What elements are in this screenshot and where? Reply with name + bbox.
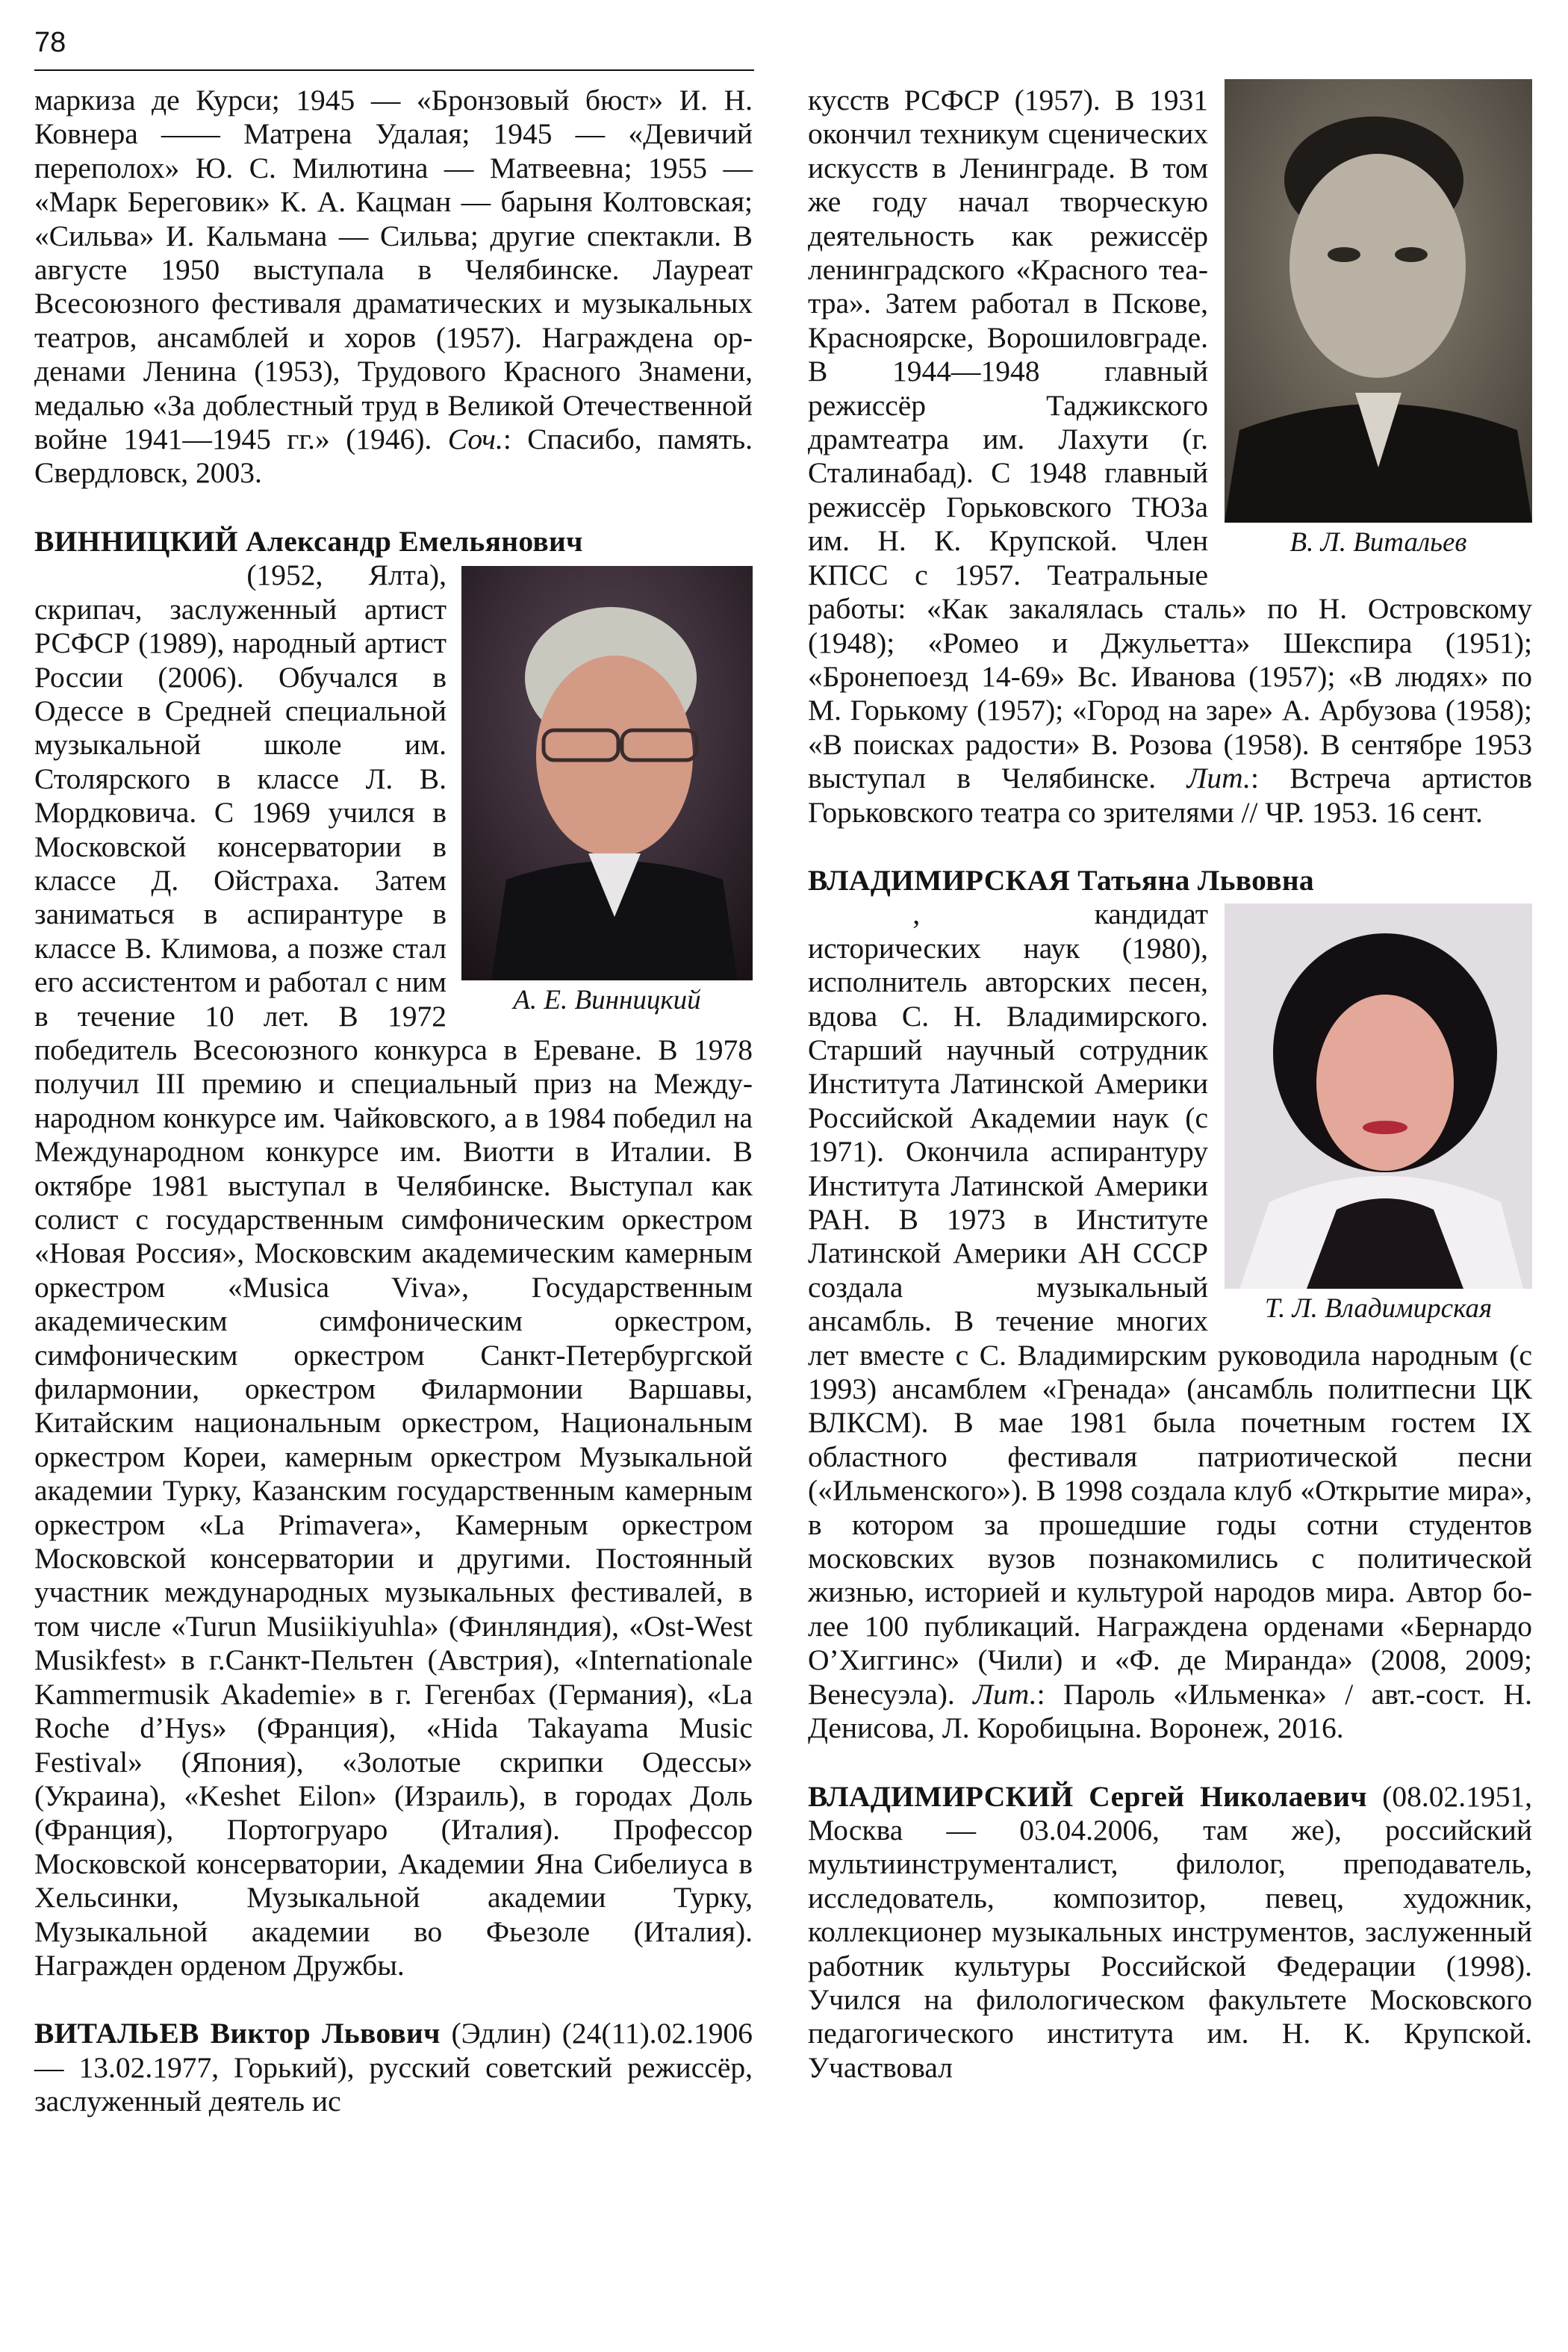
entry-vladimirsky	[808, 1780, 1532, 2085]
portrait-caption: Т. Л. Владимирская	[1264, 1293, 1493, 1325]
entry-text: (08.02.1951, Москва — 03.04.2006, там же), российский мультиинструменталист, филолог, преподаватель, исследователь, композитор, певец, художник, коллекционер музыкальных инструментов, заслуженный работник культуры Российской Федерации (1998). Учился на филологическом факультете Московского педагогического института им. Н. К. Крупской. Участвовал	[808, 1779, 1532, 2084]
literature-label: Лит.	[1186, 762, 1251, 795]
portrait-figure-vitalyev	[1225, 79, 1532, 560]
portrait-photo	[461, 566, 753, 980]
source-label: Соч.	[447, 423, 503, 456]
literature-text: : Пароль «Ильменка» / авт.-сост. Н. Денисова, Л. Коробицына. Воронеж, 2016.	[808, 1677, 1533, 1745]
right-column	[808, 84, 1532, 2085]
header-rule	[34, 69, 754, 71]
literature-text: : Встреча артистов Горьковского театра со зрителями // ЧР. 1953. 16 сент.	[808, 762, 1532, 829]
portrait-caption: А. Е. Винницкий	[513, 985, 701, 1016]
entry-headword: ВЛАДИМИРСКАЯ Татьяна Львовна	[808, 863, 1314, 897]
entry-text: (1952, Ялта), скрипач, заслуженный артист РСФСР (1989), народный артист России (2006). Обучался в Одессе в Средней специальной музыкальной школе им. Столярского в классе Л. В. Мордковича. С 1969 учился в Московской консерватории в классе Д. Ойстраха. Затем заниматься в аспирантуре в классе В. Климова, а позже стал его ассистентом и работал с ним в течение 10 лет. В 1972 победитель Всесоюзного конкурса в Ереване. В 1978 получил III премию и специальный приз на Международном конкурсе им. Чайковского, а в 1984 победил на Международном конкурсе им. Виотти в Италии. В октябре 1981 выступал в Челябинске. Выступал как солист с государственным симфоническим оркестром «Новая Россия», Московским академическим камерным оркестром «Musica Viva», Государственным академическим симфоническим оркестром, симфоническим оркестром Санкт-Петербургской филармонии, оркестром Филармонии Варшавы, Китайским национальным оркестром, Национальным оркестром Кореи, камерным оркестром Музыкальной академии Турку, Казанским государственным камерным оркестром «La Primavera», Камерным оркестром Московской консерватории и другими. Постоянный участник международных музыкальных фестивалей, в том числе «Turun Musiikiyuhla» (Финляндия), «Ost-West Musikfest» в г.Санкт-Пельтен (Австрия), «Internationale Kammermusik Akademie» в г. Гегенбах (Германия), «La Roche d’Hys» (Франция), «Hida Takayama Music Festival» (Япония), «Золотые скрипки Одессы» (Украина), «Keshet Eilon» (Израиль), в городах Доль (Франция), Портогруаро (Италия). Профессор Московской консерватории, Академии Яна Сибелиуса в Хельсинки, Музыкальной академии Турку, Музыкальной академии во Фьезоле (Италия). Награжден орденом Дружбы.	[34, 559, 753, 1982]
entry-continuation	[34, 84, 753, 491]
entry-headword: ВИННИЦКИЙ Александр Емельянович	[34, 524, 583, 558]
entry-headword: ВЛАДИМИРСКИЙ Сергей Николаевич	[808, 1779, 1367, 1813]
entry-text: , кандидат исторических наук (1980), исполнитель авторских песен, вдова С. Н. Владимирского. Старший научный сотрудник Института Латинской Америки Российской Академии наук (с 1971). Окончила аспирантуру Института Латинской Америки РАН. В 1973 в Институте Латинской Америки АН СССР создала музыкальный ансамбль. В течение многих лет вместе с С. Владимирским руководила народным (с 1993) ансамблем «Гренада» (ансамбль политпесни ЦК ВЛКСМ). В мае 1981 была почетным гостем IX областного фестиваля патриотической песни («Ильменского»). В 1998 создала клуб «Открытие мира», в котором за прошедшие годы сотни студентов московских вузов познакомились с политической жизнью, историей и культурой народов мира. Автор более 100 публикаций. Награждена орденами «Бернардо О’Хиггинс» (Чили) и «Ф. де Миранда» (2008, 2009; Венесуэла).	[808, 897, 1532, 1711]
literature-label: Лит.	[973, 1677, 1037, 1711]
left-column	[34, 84, 753, 2119]
source-text: : Спасибо, память. Свердловск, 2003.	[34, 423, 753, 490]
page-number: 78	[34, 27, 66, 58]
entry-text: маркиза де Курси; 1945 — «Бронзовый бюст» И. Н. Ковнера —— Матрена Удалая; 1945 — «Девичий переполох» Ю. С. Милютина — Матвеевна; 1955 — «Марк Береговик» К. А. Кацман — барыня Колтовская; «Сильва» И. Кальмана — Сильва; другие спектакли. В августе 1950 выступала в Челябинске. Лауреат Всесоюзного фестиваля драматических и музыкальных театров, ансамблей и хоров (1957). Награждена орденами Ленина (1953), Трудового Красного Знамени, медалью «За доблестный труд в Великой Отечественной войне 1941—1945 гг.» (1946).	[34, 84, 753, 456]
entry-text: (Эдлин) (24(11).02.1906 — 13.02.1977, Горький), русский советский режиссёр, заслуженный деятель ис	[34, 2017, 753, 2118]
portrait-photo	[1225, 903, 1532, 1289]
entry-vitalyev	[34, 2017, 753, 2118]
entry-text: кусств РСФСР (1957). В 1931 окончил техникум сценических искусств в Ленинграде. В том же году начал творческую деятельность как режиссёр ленинградского «Красного театра». Затем работал в Пскове, Красноярске, Ворошиловграде. В 1944—1948 главный режиссёр Таджикского драмтеатра им. Лахути (г. Сталинабад). С 1948 главный режиссёр Горьковского ТЮЗа им. Н. К. Крупской. Член КПСС с 1957. Театральные работы: «Как закалялась сталь» по Н. Островскому (1948); «Ромео и Джульетта» Шекспира (1951); «Бронепоезд 14-69» Вс. Иванова (1957); «В людях» по М. Горькому (1957); «Город на заре» А. Арбузова (1958); «В поисках радости» В. Розова (1958). В сентябре 1953 выступал в Челябинске.	[808, 84, 1532, 795]
portrait-photo	[1225, 79, 1532, 523]
portrait-figure-vladimirskaya	[1225, 903, 1532, 1326]
entry-headword: ВИТАЛЬЕВ Виктор Львович	[34, 2017, 441, 2050]
portrait-caption: В. Л. Витальев	[1289, 527, 1467, 558]
portrait-figure-vinnitsky	[461, 566, 753, 1018]
